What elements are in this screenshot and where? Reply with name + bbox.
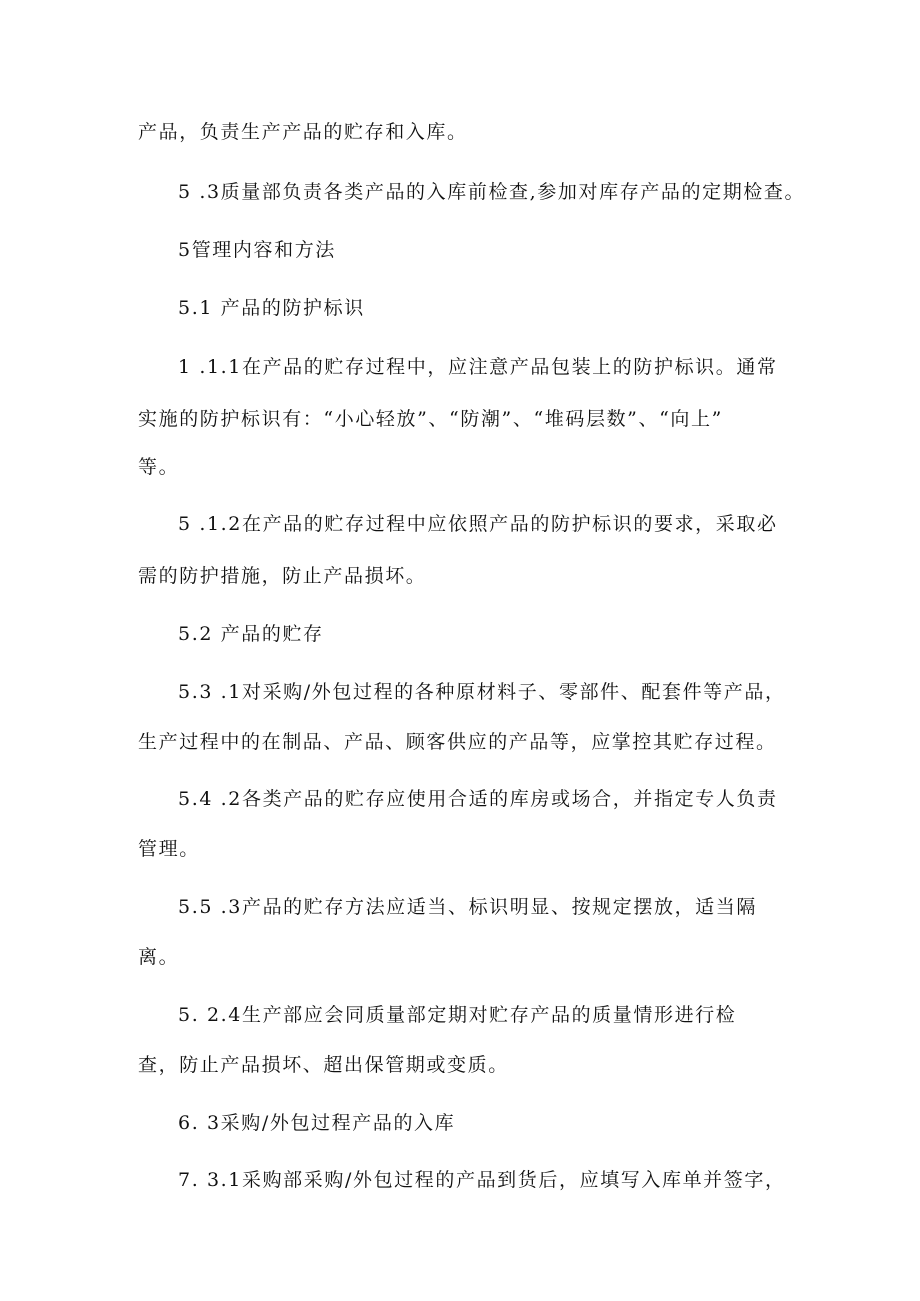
paragraph-line: 5 .3质量部负责各类产品的入库前检查,参加对库存产品的定期检查。 (178, 181, 806, 203)
paragraph-line: 需的防护措施，防止产品损坏。 (138, 565, 427, 587)
paragraph-line: 5.4 .2各类产品的贮存应使用合适的库房或场合，并指定专人负责 (178, 788, 778, 810)
paragraph-line: 离。 (138, 946, 180, 968)
paragraph-line: 生产过程中的在制品、产品、顾客供应的产品等，应掌控其贮存过程。 (138, 731, 777, 753)
section-heading: 5管理内容和方法 (178, 239, 336, 261)
paragraph-line: 5.5 .3产品的贮存方法应适当、标识明显、按规定摆放，适当隔 (178, 896, 757, 918)
paragraph-line: 查，防止产品损坏、超出保管期或变质。 (138, 1054, 509, 1076)
paragraph-line: 管理。 (138, 838, 200, 860)
subsection-heading: 5.2 产品的贮存 (178, 623, 324, 645)
paragraph-line: 5. 2.4生产部应会同质量部定期对贮存产品的质量情形进行检 (178, 1004, 737, 1026)
paragraph-line: 等。 (138, 456, 180, 478)
paragraph-line: 5 .1.2在产品的贮存过程中应依照产品的防护标识的要求，采取必 (178, 513, 778, 535)
paragraph-line: 实施的防护标识有：“小心轻放”、“防潮”、“堆码层数”、“向上” (138, 408, 723, 430)
paragraph-line: 7. 3.1采购部采购/外包过程的产品到货后，应填写入库单并签字， (178, 1169, 786, 1191)
subsection-heading: 6. 3采购/外包过程产品的入库 (178, 1112, 456, 1134)
subsection-heading: 5.1 产品的防护标识 (178, 297, 365, 319)
paragraph-line: 产品，负责生产产品的贮存和入库。 (138, 121, 468, 143)
paragraph-line: 5.3 .1对采购/外包过程的各种原材料子、零部件、配套件等产品， (178, 681, 786, 703)
paragraph-line: 1 .1.1在产品的贮存过程中，应注意产品包装上的防护标识。通常 (178, 356, 778, 378)
